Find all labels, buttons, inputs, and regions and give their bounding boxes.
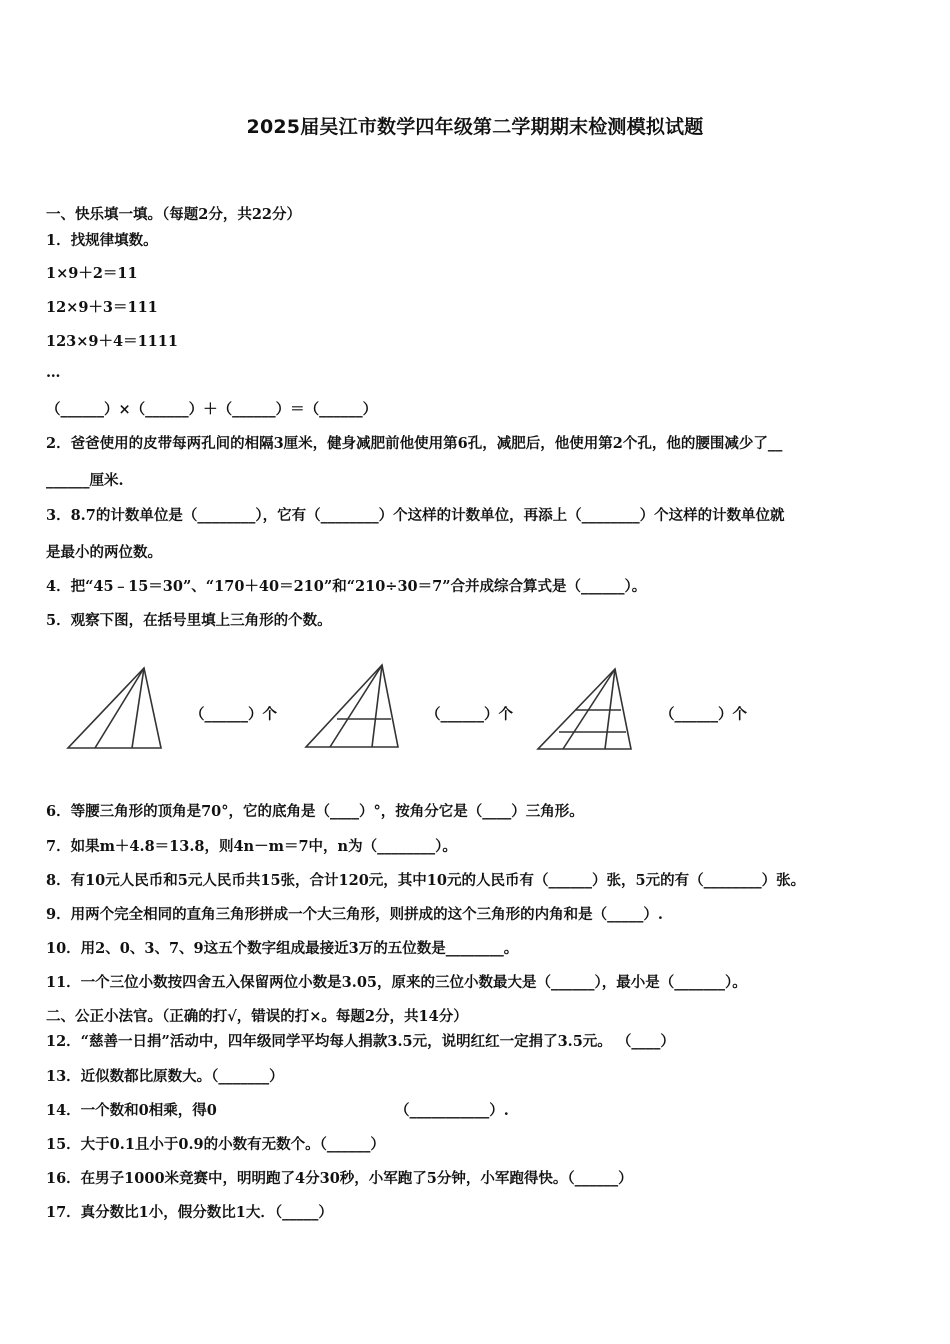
q2-line2: ______厘米.: [46, 472, 124, 489]
section1-heading: 一、快乐填一填。（每题2分，共22分）: [46, 206, 302, 223]
q12: 12．“慈善一日捐”活动中，四年级同学平均每人捐款3.5元，说明红红一定捐了3.5元。 （____）: [46, 1033, 675, 1050]
q1-row-3: 123×9＋4＝1111: [46, 333, 178, 350]
q17: 17．真分数比1小，假分数比1大．（_____）: [46, 1204, 333, 1221]
q2-line1: 2．爸爸使用的皮带每两孔间的相隔3厘米，健身减肥前他使用第6孔，减肥后，他使用第2个孔，他的腰围减少了__: [46, 435, 783, 452]
q10: 10．用2、0、3、7、9这五个数字组成最接近3万的五位数是________。: [46, 940, 519, 957]
q5-stem: 5．观察下图，在括号里填上三角形的个数。: [46, 612, 332, 629]
q3-line1: 3．8.7的计数单位是（________），它有（________）个这样的计数单位，再添上（________）个这样的计数单位就: [46, 507, 785, 524]
q3-line2: 是最小的两位数。: [46, 544, 162, 561]
triangle-figure-1: [62, 655, 166, 755]
q1-stem: 1．找规律填数。: [46, 232, 158, 249]
q1-row-2: 12×9＋3＝111: [46, 299, 158, 316]
q5-blank-1: （______）个: [190, 706, 277, 723]
q1-row-4: …: [46, 364, 61, 381]
q8: 8．有10元人民币和5元人民币共15张，合计120元，其中10元的人民币有（______）张，5元的有（________）张。: [46, 872, 806, 889]
q6: 6．等腰三角形的顶角是70°，它的底角是（____）°，按角分它是（____）三角形。: [46, 803, 584, 820]
q13: 13．近似数都比原数大。（_______）: [46, 1068, 284, 1085]
q7: 7．如果m＋4.8＝13.8，则4n－m＝7中，n为（________）。: [46, 838, 457, 855]
q5-blank-3: （______）个: [660, 706, 747, 723]
page-title: 2025届吴江市数学四年级第二学期期末检测模拟试题: [246, 116, 704, 138]
q1-answer: （______）×（______）＋（______）＝（______）: [46, 401, 378, 418]
q14: 14．一个数和0相乘，得0: [46, 1102, 217, 1119]
q9: 9．用两个完全相同的直角三角形拼成一个大三角形，则拼成的这个三角形的内角和是（_____）.: [46, 906, 663, 923]
q4: 4．把“45﹣15＝30”、“170＋40＝210”和“210÷30＝7”合并成综合算式是（______）。: [46, 578, 647, 595]
triangle-figure-3: [533, 655, 637, 755]
q5-blank-2: （______）个: [426, 706, 513, 723]
q14-blank: （___________）.: [395, 1102, 509, 1119]
triangle-figure-2: [300, 655, 404, 755]
q16: 16．在男子1000米竞赛中，明明跑了4分30秒，小军跑了5分钟，小军跑得快。（______）: [46, 1170, 633, 1187]
q1-row-1: 1×9＋2＝11: [46, 265, 138, 282]
q11: 11．一个三位小数按四舍五入保留两位小数是3.05，原来的三位小数最大是（______），最小是（_______）。: [46, 974, 747, 991]
q15: 15．大于0.1且小于0.9的小数有无数个。（______）: [46, 1136, 385, 1153]
section2-heading: 二、公正小法官。（正确的打√，错误的打×。每题2分，共14分）: [46, 1008, 468, 1025]
